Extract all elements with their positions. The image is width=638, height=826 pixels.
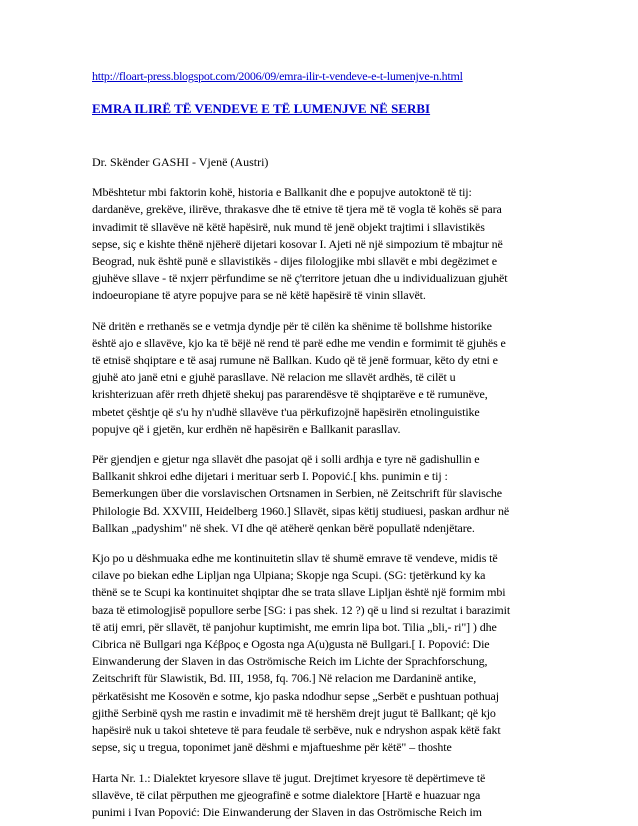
text-line: sepse, siç e kishte thënë njëherë dijetari kosovar I. Ajeti në një simpozium të mbajtur në [92, 236, 503, 251]
text-line: Kjo po u dëshmuaka edhe me kontinuitetin sllav të shumë emrave të vendeve, midis të [92, 551, 498, 566]
paragraph-5 [92, 770, 554, 822]
paragraph-2 [92, 318, 554, 438]
text-line: popujve që i gjetën, kur erdhën në hapësirën e Ballkanit parasllav. [92, 421, 401, 436]
text-line: Harta Nr. 1.: Dialektet kryesore sllave të jugut. Drejtimet kryesore të depërtimeve të [92, 770, 486, 785]
text-line: është ajo e sllavëve, kjo ka të bëjë në rend të parë edhe me vendin e formimit të gjuhës e [92, 335, 506, 350]
paragraph-1 [92, 184, 554, 304]
text-line: invadimit të sllavëve në këtë hapësirë, nuk mund të jenë objekt trajtimi i sllavistikës [92, 219, 485, 234]
text-line: dardanëve, grekëve, ilirëve, thrakasve dhe të etnive të tjera më të vogla të kohës së para [92, 202, 502, 217]
text-line: Bemerkungen über die vorslavischen Ortsnamen in Serbien, në Zeitschrift für slavische [92, 486, 503, 501]
text-line: të etnisë shqiptare e të asaj rumune në Ballkan. Kudo që të jenë formuar, këto dy etni e [92, 353, 498, 368]
text-line: Ballkanit shkroi edhe dijetari i merituar serb I. Popović.[ khs. punimin e tij : [92, 469, 448, 484]
text-line: Einwanderung der Slaven in das Oströmische Reich im Lichte der Sprachforschung, [92, 654, 488, 669]
text-line: të atij emri, për sllavët, të panjohur kuptimisht, me emrin lipa bot. Tilia „bli,- ri"] ) dhe [92, 619, 497, 634]
source-url-link[interactable]: http://floart-press.blogspot.com/2006/09/emra-ilir-t-vendeve-e-t-lumenjve-n.html [92, 69, 463, 83]
text-line: krishterizuan afër rreth dhjetë shekuj pas pararendësve të shqiptarëve e të rumunëve, [92, 387, 488, 402]
text-line: Cibrica në Bullgari nga Κέβρος e Ogosta nga A(u)gusta në Bullgari.[ I. Popović: Die [92, 637, 490, 652]
text-line: Beograd, nuk është punë e sllavistikës - dijes filologjike mbi sllavët e mbi degëzimet e [92, 254, 498, 269]
text-line: Mbështetur mbi faktorin kohë, historia e Ballkanit dhe e popujve autoktonë të tij: [92, 185, 472, 200]
document-title-link[interactable]: EMRA ILIRË TË VENDEVE E TË LUMENJVE NË SERBI [92, 101, 431, 116]
text-line: Për gjendjen e gjetur nga sllavët dhe pasojat që i solli ardhja e tyre në gadishullin e [92, 452, 480, 467]
text-line: përkatësisht me Kosovën e sotme, kjo paska ndodhur sepse „Serbët e pushtuan pothuaj [92, 688, 499, 703]
text-line: cilave po biekan edhe Lipljan nga Ulpiana; Skopje nga Scupi. (SG: tjetërkund ky ka [92, 568, 486, 583]
text-line: Në dritën e rrethanës se e vetmja dyndje për të cilën ka shënime të bollshme historike [92, 318, 492, 333]
text-line: sepse, siç u tregua, toponimet janë dëshmi e mjaftueshme për këtë" – thoshte [92, 740, 452, 755]
text-line: gjuhë ato janë etni e gjuhë parasllave. Në relacion me sllavët ardhës, të cilët u [92, 370, 456, 385]
text-line: Ballkan „padyshim" në shek. VI dhe që atëherë qenkan bërë popullatë ndenjëtare. [92, 520, 475, 535]
paragraph-3 [92, 451, 554, 537]
text-line: thënë se te Scupi ka kontinuitet shqiptar dhe se trata sllave Lipljan është një formim mbi [92, 585, 506, 600]
text-line: sllavëve, të cilat përputhen me gjeografinë e sotme dialektore [Hartë e huazuar nga [92, 787, 481, 802]
author-line: Dr. Skënder GASHI - Vjenë (Austri) [92, 155, 269, 169]
text-line: hapësirë nuk u takoi shteteve të para feudale të serbëve, nuk e ndryshon aspak këtë fakt [92, 723, 501, 738]
text-line: punimi i Ivan Popović: Die Einwanderung der Slaven in das Oströmische Reich im [92, 804, 482, 819]
document-page [92, 68, 554, 821]
text-line: Philologie Bd. XXVIII, Heidelberg 1960.] Sllavët, sipas këtij studiuesi, paskan ardhur në [92, 503, 510, 518]
text-line: mbetet çështje që s'u hy n'udhë sllavëve t'ua përkufizojnë hapësirën etnolinguistike [92, 404, 480, 419]
paragraph-4 [92, 550, 554, 756]
text-line: gjuhëve sllave - të nxjerr përfundime se në ç'territore jetuan dhe u individualizuan gjuhët [92, 271, 508, 286]
text-line: baza të etimologjisë popullore serbe [SG: i pas shek. 12 ?) që u lind si rezultat i barazimit [92, 602, 511, 617]
text-line: Zeitschrift für Slawistik, Bd. III, 1958, fq. 706.] Në relacion me Dardaninë antike, [92, 671, 477, 686]
text-line: indoeuropiane të atyre popujve para se në këtë hapësirë të vinin sllavët. [92, 288, 426, 303]
text-line: gjithë Serbinë qysh me rastin e invadimit më të hershëm drejt jugut të Ballkant; që kjo [92, 705, 496, 720]
